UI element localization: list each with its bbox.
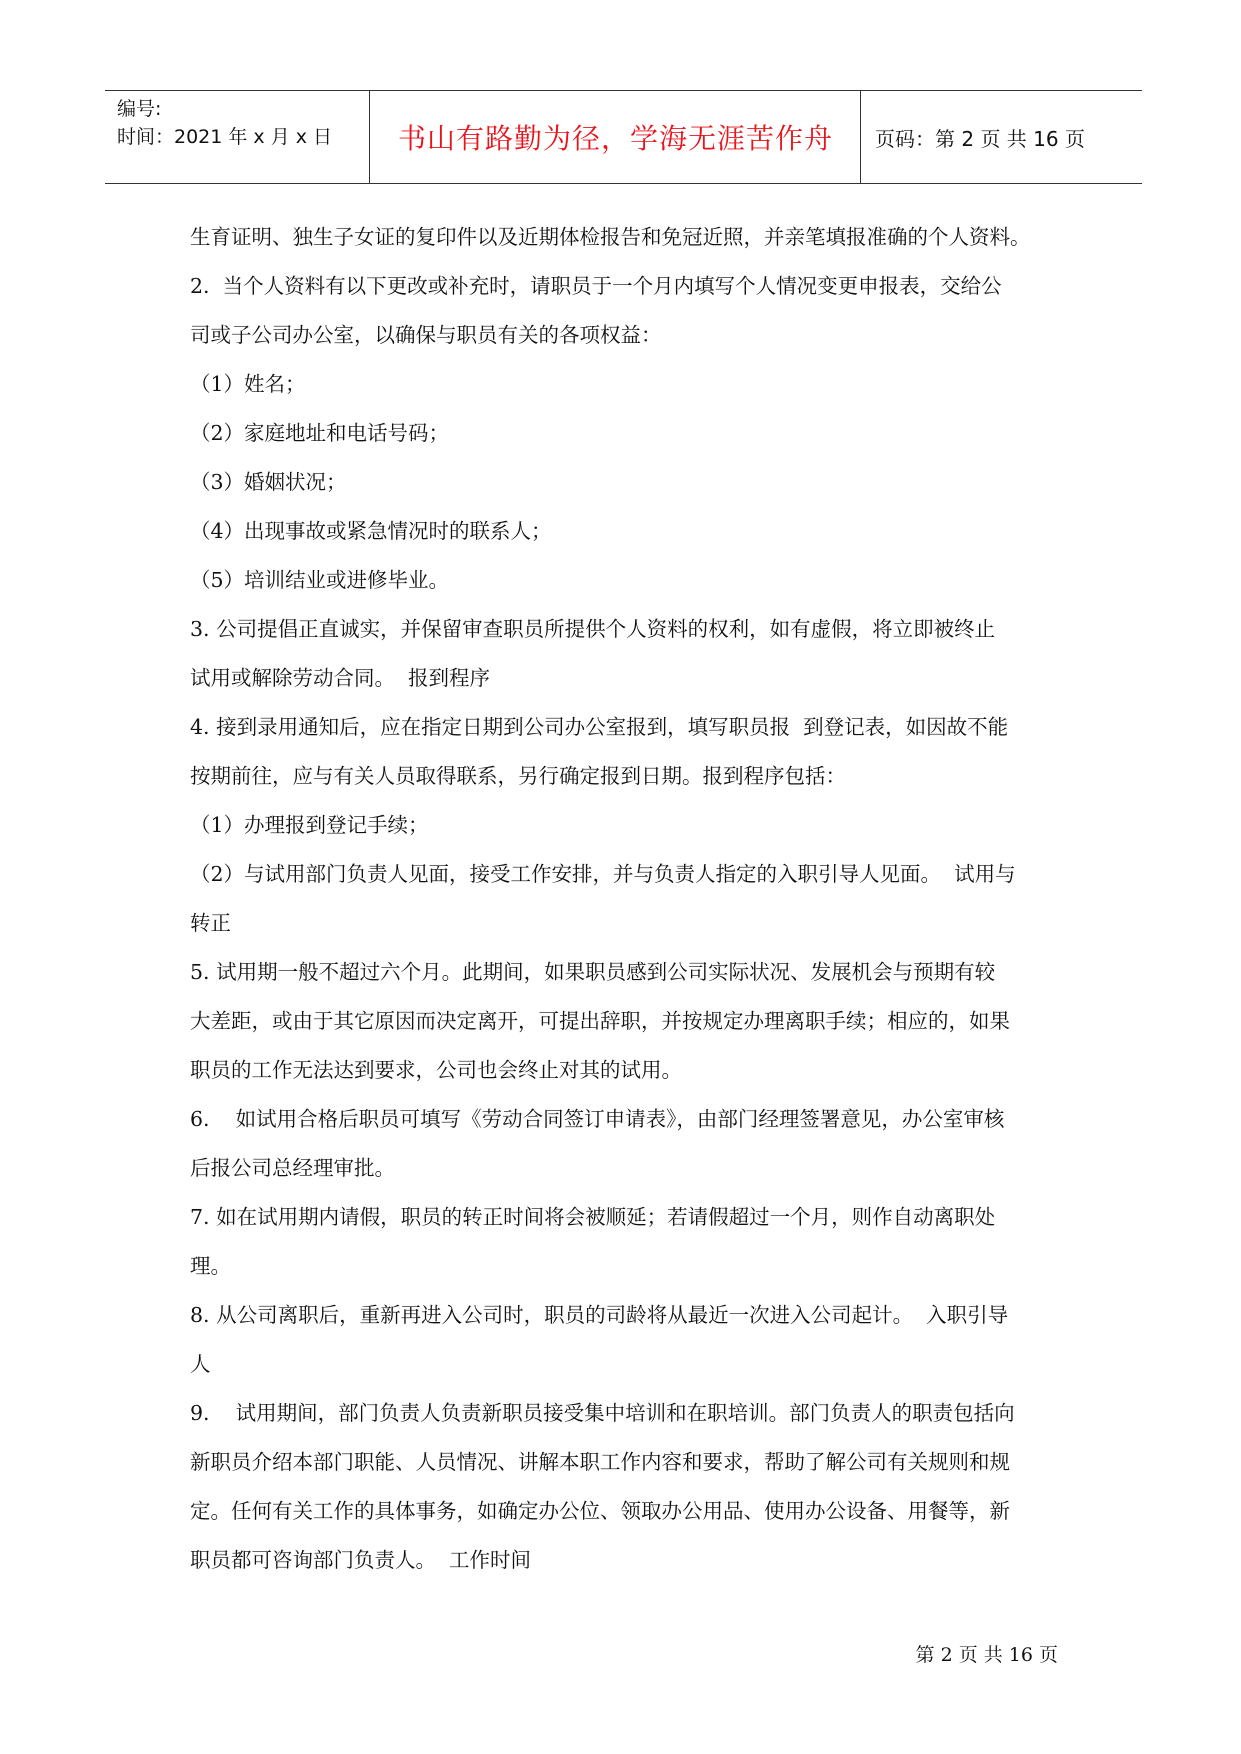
document-body: [190, 213, 1060, 1585]
body-line: 5. 试用期一般不超过六个月。此期间，如果职员感到公司实际状况、发展机会与预期有较: [190, 960, 996, 984]
body-line: 6. 如试用合格后职员可填写《劳动合同签订申请表》，由部门经理签署意见，办公室审核: [190, 1107, 1005, 1131]
header-divider: [369, 91, 370, 183]
body-line: 7. 如在试用期内请假，职员的转正时间将会被顺延；若请假超过一个月，则作自动离职处: [190, 1205, 996, 1229]
body-line: 新职员介绍本部门职能、人员情况、讲解本职工作内容和要求，帮助了解公司有关规则和规: [190, 1450, 1010, 1474]
body-line: 司或子公司办公室，以确保与职员有关的各项权益：: [190, 323, 662, 347]
body-line: 定。任何有关工作的具体事务，如确定办公位、领取办公用品、使用办公设备、用餐等，新: [190, 1499, 1010, 1523]
body-line: 试用或解除劳动合同。 报到程序: [190, 666, 491, 690]
body-line: （4）出现事故或紧急情况时的联系人；: [190, 519, 552, 543]
header-meta: [117, 95, 367, 151]
body-line: 2. 当个人资料有以下更改或补充时，请职员于一个月内填写个人情况变更申报表，交给公: [190, 274, 1002, 298]
page-footer: 第 2 页 共 16 页: [915, 1644, 1058, 1666]
body-line: （1）姓名；: [190, 372, 306, 396]
body-line: 大差距，或由于其它原因而决定离开，可提出辞职，并按规定办理离职手续；相应的，如果: [190, 1009, 1010, 1033]
document-number-label: 编号:: [117, 98, 162, 120]
document-time: 时间：2021 年 x 月 x 日: [117, 126, 333, 148]
body-line: （2）家庭地址和电话号码；: [190, 421, 450, 445]
body-line: 3. 公司提倡正直诚实，并保留审查职员所提供个人资料的权利，如有虚假，将立即被终止: [190, 617, 996, 641]
header-motto: 书山有路勤为径，学海无涯苦作舟: [397, 122, 833, 155]
body-line: 职员的工作无法达到要求，公司也会终止对其的试用。: [190, 1058, 682, 1082]
body-line: （2）与试用部门负责人见面，接受工作安排，并与负责人指定的入职引导人见面。 试用与: [190, 862, 1016, 886]
header-page-info: 页码：第 2 页 共 16 页: [875, 126, 1085, 151]
body-line: 生育证明、独生子女证的复印件以及近期体检报告和免冠近照，并亲笔填报准确的个人资料。: [190, 225, 1031, 249]
header-divider: [860, 91, 861, 183]
body-line: （1）办理报到登记手续；: [190, 813, 429, 837]
body-line: 理。: [190, 1254, 231, 1278]
body-line: 8. 从公司离职后，重新再进入公司时，职员的司龄将从最近一次进入公司起计。 入职引导: [190, 1303, 1009, 1327]
page-header: [105, 90, 1142, 184]
body-line: （5）培训结业或进修毕业。: [190, 568, 450, 592]
body-line: 9. 试用期间，部门负责人负责新职员接受集中培训和在职培训。部门负责人的职责包括向: [190, 1401, 1015, 1425]
body-line: 按期前往，应与有关人员取得联系，另行确定报到日期。报到程序包括：: [190, 764, 846, 788]
body-line: 4. 接到录用通知后，应在指定日期到公司办公室报到，填写职员报 到登记表，如因故不能: [190, 715, 1009, 739]
body-line: （3）婚姻状况；: [190, 470, 347, 494]
body-line: 人: [190, 1352, 211, 1376]
body-line: 转正: [190, 911, 231, 935]
body-line: 职员都可咨询部门负责人。 工作时间: [190, 1548, 532, 1572]
body-line: 后报公司总经理审批。: [190, 1156, 395, 1180]
